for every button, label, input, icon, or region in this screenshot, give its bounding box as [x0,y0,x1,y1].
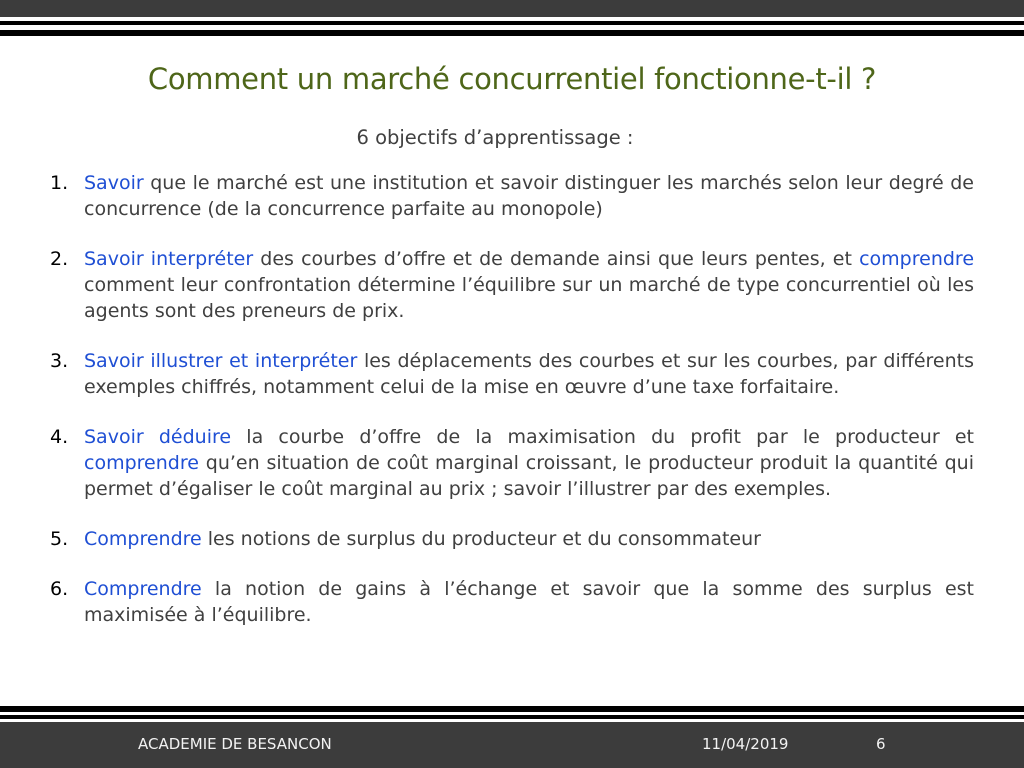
objective-text [84,526,974,552]
footer-page-number: 6 [876,735,886,753]
objective-6 [50,576,974,628]
objective-keyword: Savoir illustrer et interpréter [84,350,358,372]
objective-text [84,576,974,628]
objective-body: qu’en situation de coût marginal croissant, le producteur produit la quantité qui permet d’égaliser le coût marginal au prix ; savoir l’illustrer par des exemples. [84,452,974,500]
objective-keyword: Savoir interpréter [84,248,254,270]
slide-title: Comment un marché concurrentiel fonctionne-t-il ? [147,62,877,96]
objective-number: 1. [50,172,69,194]
slide-subtitle: 6 objectifs d’apprentissage : [356,126,634,149]
objectives-list [50,170,974,628]
objective-body: que le marché est une institution et savoir distinguer les marchés selon leur degré de concurrence (de la concurrence parfaite au monopole) [84,172,974,220]
footer-organization: ACADEMIE DE BESANCON [138,735,332,753]
objective-body: la notion de gains à l’échange et savoir que la somme des surplus est maximisée à l’équilibre. [84,578,974,626]
top-band [0,0,1024,17]
top-rule [0,21,1024,25]
objective-5 [50,526,974,552]
bottom-rule-thick [0,706,1024,712]
footer-bar [0,722,1024,768]
objective-number: 4. [50,426,69,448]
objective-1 [50,170,974,222]
objective-keyword: comprendre [859,248,975,270]
objective-text [84,246,974,324]
objective-keyword: Savoir [84,172,144,194]
objective-body: comment leur confrontation détermine l’équilibre sur un marché de type concurrentiel où les agents sont des preneurs de prix. [84,274,974,322]
top-rule-thick [0,30,1024,36]
objective-text [84,348,974,400]
objective-4 [50,424,974,502]
objective-keyword: Comprendre [84,578,202,600]
objective-body: les notions de surplus du producteur et du consommateur [201,528,761,550]
objective-3 [50,348,974,400]
objective-keyword: comprendre [84,452,199,474]
objective-number: 5. [50,528,69,550]
objective-text [84,170,974,222]
objective-2 [50,246,974,324]
objective-body: les déplacements des courbes et sur les courbes, par différents exemples chiffrés, notamment celui de la mise en œuvre d’une taxe forfaitaire. [84,350,974,398]
objective-body: des courbes d’offre et de demande ainsi que leurs pentes, et [253,248,860,270]
bottom-rule [0,715,1024,719]
footer-date: 11/04/2019 [702,735,789,753]
objective-number: 6. [50,578,69,600]
objective-number: 2. [50,248,69,270]
objective-keyword: Comprendre [84,528,202,550]
objective-number: 3. [50,350,69,372]
objective-body: la courbe d’offre de la maximisation du profit par le producteur et [231,426,974,448]
objective-text [84,424,974,502]
objective-keyword: Savoir déduire [84,426,232,448]
